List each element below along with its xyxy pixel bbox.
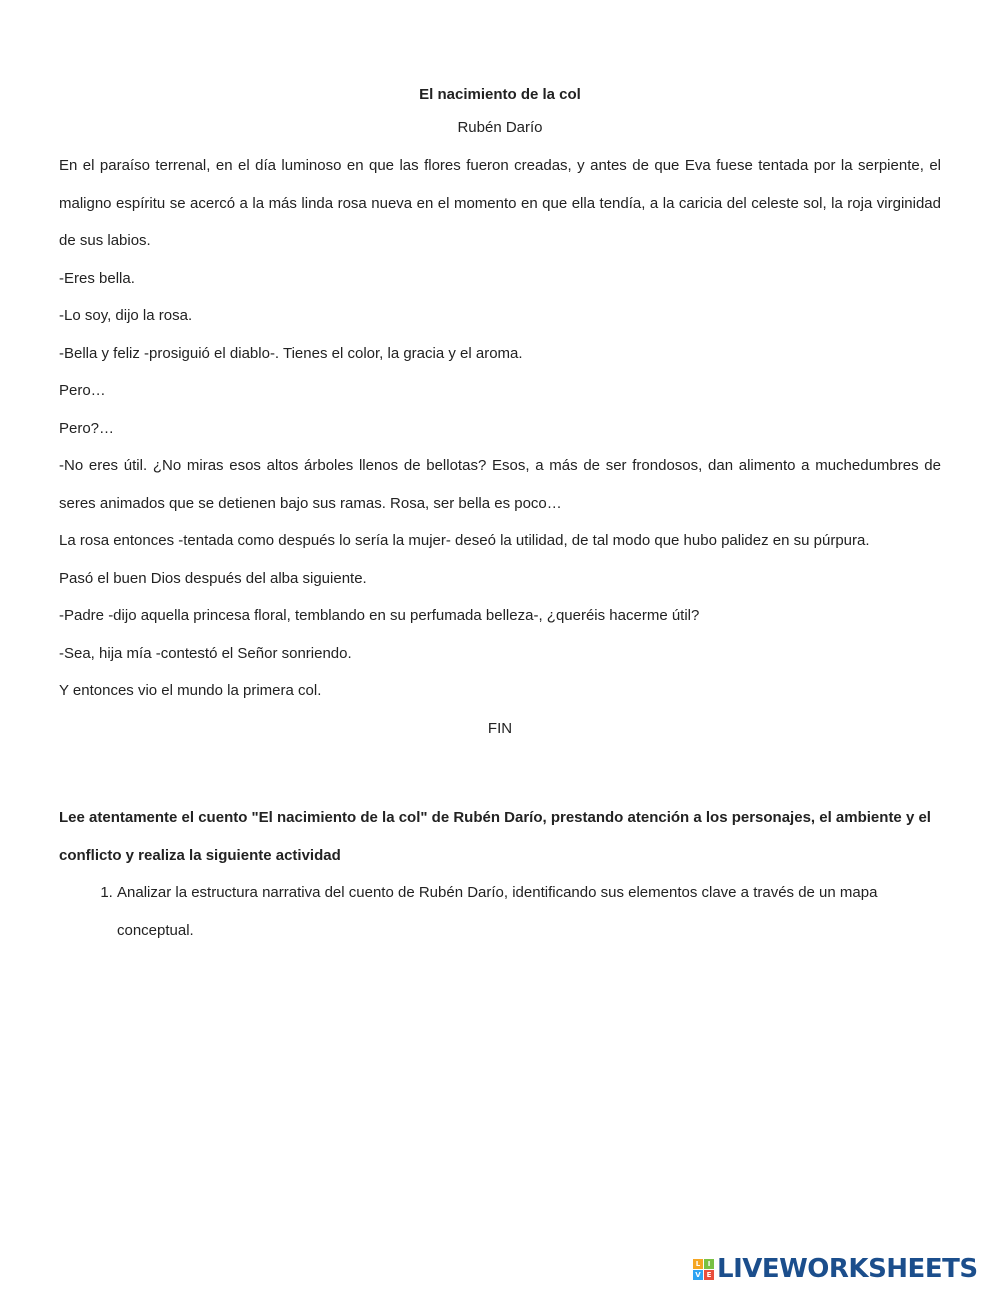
story-paragraph: Pasó el buen Dios después del alba siguiente.	[59, 569, 367, 587]
liveworksheets-logo[interactable]	[693, 1254, 978, 1284]
worksheet-page	[59, 84, 941, 949]
logo-block: L	[693, 1259, 703, 1269]
logo-text: LIVEWORKSHEETS	[717, 1254, 978, 1284]
story-end: FIN	[487, 719, 513, 737]
story-paragraph: Pero?…	[59, 419, 115, 437]
task-text: Analizar la estructura narrativa del cuento de Rubén Darío, identificando sus elementos clave a través de un mapa conceptual.	[117, 884, 878, 939]
story-paragraph: La rosa entonces -tentada como después lo sería la mujer- deseó la utilidad, de tal modo que hubo palidez en su púrpura.	[59, 532, 870, 549]
logo-blocks-icon	[693, 1259, 714, 1280]
task-list	[59, 874, 941, 949]
story-paragraph: -Sea, hija mía -contestó el Señor sonriendo.	[59, 644, 352, 662]
story-author: Rubén Darío	[457, 119, 543, 136]
activity-instructions: Lee atentamente el cuento "El nacimiento de la col" de Rubén Darío, prestando atención a los personajes, el ambiente y el conflicto y realiza la siguiente actividad	[59, 809, 931, 864]
story-paragraph: En el paraíso terrenal, en el día luminoso en que las flores fueron creadas, y antes de que Eva fuese tentada por la serpiente, el maligno espíritu se acercó a la más linda rosa nueva en el momento en que ella tendía, a la caricia del celeste sol, la roja virginidad de sus labios.	[59, 157, 941, 249]
story-paragraph: Pero…	[59, 382, 106, 399]
task-item	[117, 874, 941, 949]
story-paragraph: -Eres bella.	[59, 269, 135, 287]
story-title: El nacimiento de la col	[419, 86, 581, 103]
logo-block: I	[704, 1259, 714, 1269]
story-paragraph: Y entonces vio el mundo la primera col.	[59, 682, 322, 699]
logo-block: E	[704, 1270, 714, 1280]
story-body	[59, 147, 941, 747]
story-paragraph: -Lo soy, dijo la rosa.	[59, 307, 193, 324]
story-paragraph: -No eres útil. ¿No miras esos altos árboles llenos de bellotas? Esos, a más de ser frondosos, dan alimento a muchedumbres de seres animados que se detienen bajo sus ramas. Rosa, ser bella es poco…	[59, 457, 941, 512]
story-paragraph: -Bella y feliz -prosiguió el diablo-. Tienes el color, la gracia y el aroma.	[59, 344, 523, 362]
story-paragraph: -Padre -dijo aquella princesa floral, temblando en su perfumada belleza-, ¿queréis hacerme útil?	[59, 607, 700, 624]
logo-block: V	[693, 1270, 703, 1280]
